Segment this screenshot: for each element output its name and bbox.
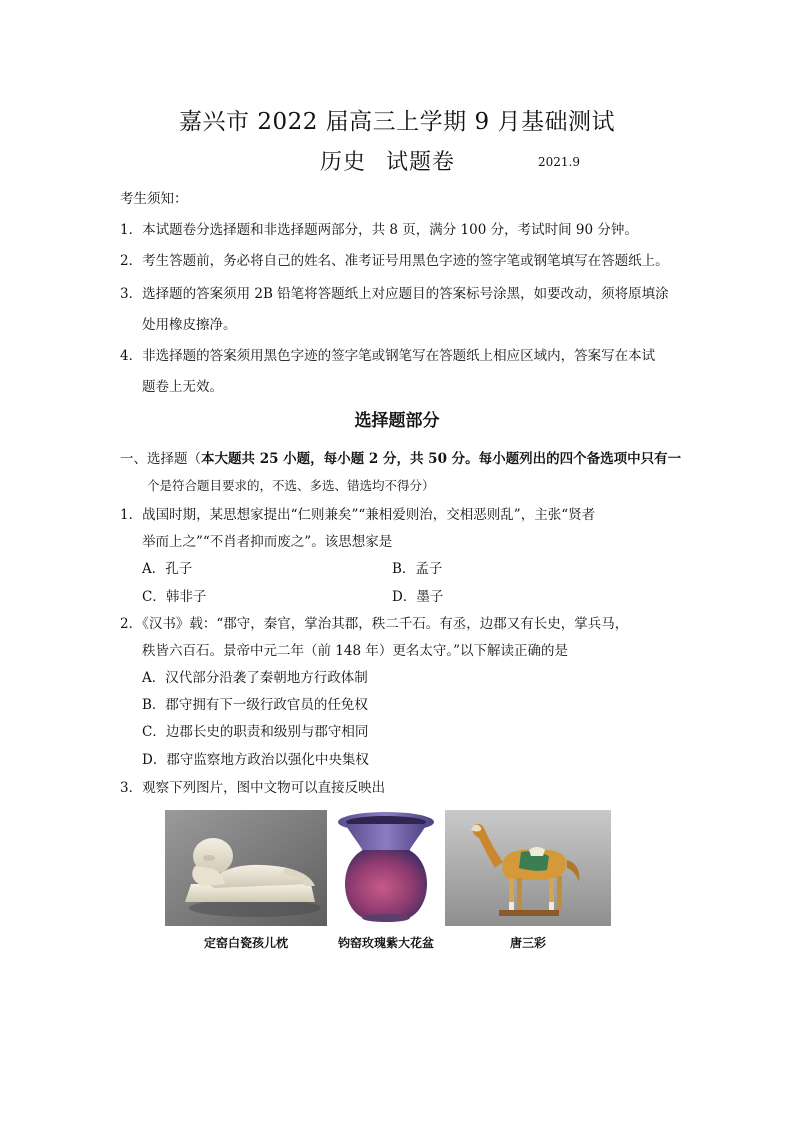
q1-option-c: C．韩非子 (142, 589, 207, 605)
notice-item-4-cont: 题卷上无效。 (142, 379, 223, 395)
q2-stem: 2．《汉书》载：“郡守，秦官，掌治其郡，秩二千石。有丞，边郡又有长史，掌兵马， (120, 616, 629, 632)
figure-jun-flowerpot (333, 810, 439, 926)
notice-item-4: 4．非选择题的答案须用黑色字迹的签字笔或钢笔写在答题纸上相应区域内，答案写在本试 (120, 348, 656, 364)
child-pillow-illustration (165, 810, 327, 926)
q1-option-d: D．墨子 (392, 589, 444, 605)
page-title: 嘉兴市 2022 届高三上学期 9 月基础测试 (179, 109, 615, 135)
q1-option-b: B．孟子 (392, 561, 443, 577)
page-subtitle (320, 145, 455, 176)
notice-item-2: 2．考生答题前，务必将自己的姓名、准考证号用黑色字迹的签字笔或钢笔填写在答题纸上。 (120, 253, 669, 269)
q2-option-c: C．边郡长史的职责和级别与郡守相同 (142, 724, 369, 740)
q2-option-d: D．郡守监察地方政治以强化中央集权 (142, 752, 369, 768)
part1-rules: 本大题共 25 小题，每小题 2 分，共 50 分。每小题列出的四个备选项中只有一 (201, 451, 682, 467)
caption-child-pillow: 定窑白瓷孩儿枕 (203, 936, 288, 950)
figure-tang-sancai-horse (445, 810, 611, 926)
notice-item-3: 3．选择题的答案须用 2B 铅笔将答题纸上对应题目的答案标号涂黑，如要改动，须将原填涂 (120, 286, 669, 302)
q2-option-a: A．汉代部分沿袭了秦朝地方行政体制 (142, 670, 368, 686)
notice-heading: 考生须知： (120, 191, 188, 207)
section-title: 选择题部分 (354, 411, 440, 431)
q2-option-b: B．郡守拥有下一级行政官员的任免权 (142, 697, 368, 713)
figure-child-pillow (165, 810, 327, 926)
notice-item-1: 1．本试题卷分选择题和非选择题两部分，共 8 页，满分 100 分，考试时间 90 分钟。 (120, 222, 638, 238)
subtitle-paper: 试题卷 (386, 150, 456, 175)
part1-prefix: 一、选择题（ (120, 451, 201, 467)
q3-stem: 3．观察下列图片，图中文物可以直接反映出 (120, 780, 386, 796)
notice-item-3-cont: 处用橡皮擦净。 (142, 317, 237, 333)
q1-stem: 1．战国时期，某思想家提出“仁则兼矣”“兼相爱则治，交相恶则乱”，主张“贤者 (120, 507, 596, 523)
q2-stem-cont: 秩皆六百石。景帝中元二年（前 148 年）更名太守。”以下解读正确的是 (142, 643, 569, 659)
flowerpot-illustration (333, 810, 439, 926)
caption-jun-flowerpot: 钧窑玫瑰紫大花盆 (337, 936, 434, 950)
q1-stem-cont: 举而上之”“不肖者抑而废之”。该思想家是 (142, 534, 393, 550)
q1-option-a: A．孔子 (142, 561, 193, 577)
part1-heading (120, 447, 681, 467)
caption-tang-sancai: 唐三彩 (509, 936, 546, 950)
exam-date: 2021.9 (538, 155, 580, 169)
horse-illustration (445, 810, 611, 926)
subtitle-subject: 历史 (320, 150, 367, 175)
part1-heading-cont: 个是符合题目要求的，不选、多选、错选均不得分） (147, 478, 435, 493)
